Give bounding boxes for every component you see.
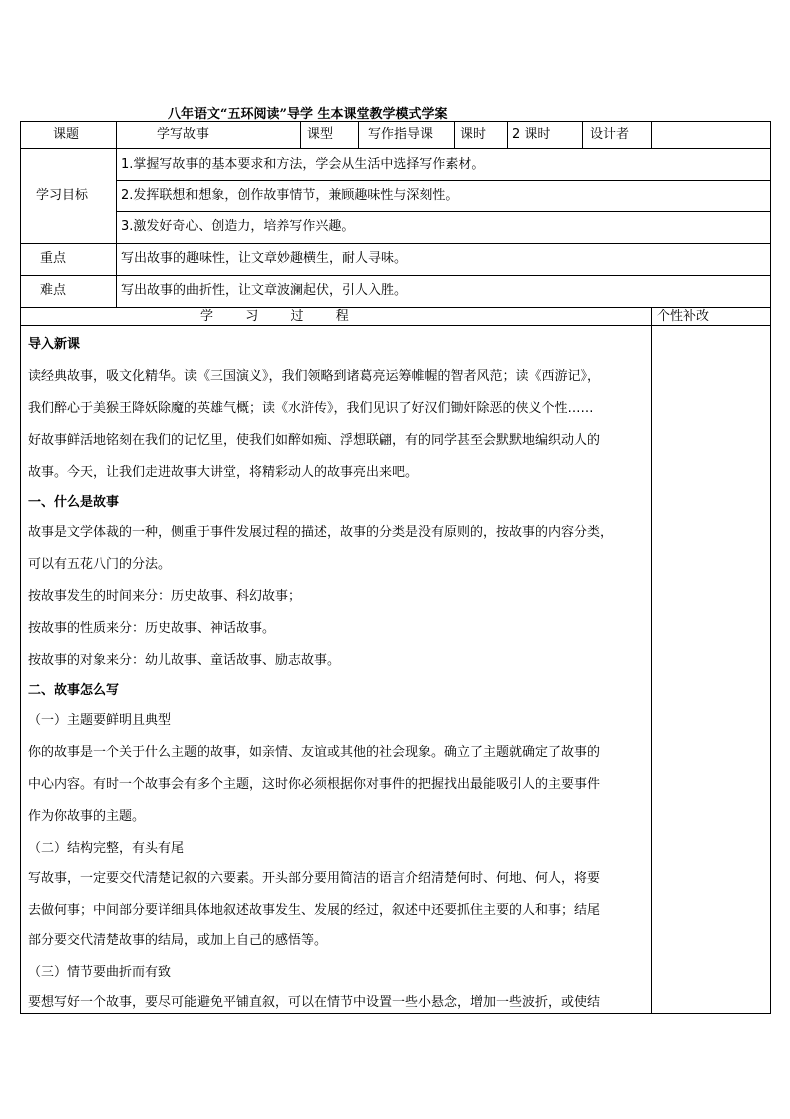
goal-divider [116, 180, 771, 181]
row-divider [20, 275, 771, 276]
hours-value: 2 课时 [512, 127, 551, 142]
row-divider [20, 325, 771, 326]
body-line: 按故事的性质来分：历史故事、神话故事。 [28, 621, 276, 636]
row-divider [20, 148, 771, 149]
personal-header: 个性补改 [657, 309, 710, 324]
body-line: 中心内容。有时一个故事会有多个主题，这时你必须根据你对事件的把握找出最能吸引人的主要事件 [28, 777, 601, 792]
section-heading: 导入新课 [28, 337, 81, 352]
col-divider [507, 121, 508, 148]
col-divider [454, 121, 455, 148]
body-line: 故事是文学体裁的一种，侧重于事件发展过程的描述，故事的分类是没有原则的，按故事的内容分类， [28, 525, 614, 540]
topic-value: 学写故事 [157, 127, 210, 142]
goal-item: 2.发挥联想和想象，创作故事情节，兼顾趣味性与深刻性。 [121, 188, 459, 203]
difficulty-label: 难点 [40, 283, 67, 298]
col-divider [116, 121, 117, 307]
body-line: 可以有五花八门的分法。 [28, 557, 172, 572]
col-divider [358, 121, 359, 148]
section-heading: 二、故事怎么写 [28, 683, 120, 698]
body-line: 我们醉心于美猴王降妖除魔的英雄气概；读《水浒传》，我们见识了好汉们锄奸除恶的侠义个性…… [28, 401, 594, 416]
body-line: 按故事发生的时间来分：历史故事、科幻故事； [28, 589, 302, 604]
key-point-text: 写出故事的趣味性，让文章妙趣横生，耐人寻味。 [121, 251, 408, 266]
topic-label: 课题 [53, 127, 80, 142]
body-line: 作为你故事的主题。 [28, 809, 146, 824]
row-divider [20, 243, 771, 244]
body-line: 按故事的对象来分：幼儿故事、童话故事、励志故事。 [28, 653, 341, 668]
row-divider [20, 307, 771, 308]
type-value: 写作指导课 [368, 127, 434, 142]
subheading: （一）主题要鲜明且典型 [28, 713, 172, 728]
goal-divider [116, 211, 771, 212]
hours-label: 课时 [460, 127, 487, 142]
goal-item: 3.激发好奇心、创造力，培养写作兴趣。 [121, 219, 355, 234]
col-divider [651, 307, 652, 1014]
key-point-label: 重点 [40, 251, 67, 266]
body-line: 去做何事；中间部分要详细具体地叙述故事发生、发展的经过，叙述中还要抓住主要的人和事；结尾 [28, 903, 601, 918]
type-label: 课型 [307, 127, 334, 142]
difficulty-text: 写出故事的曲折性，让文章波澜起伏，引人入胜。 [121, 283, 408, 298]
goal-item: 1.掌握写故事的基本要求和方法，学会从生活中选择写作素材。 [121, 157, 485, 172]
body-line: 要想写好一个故事，要尽可能避免平铺直叙，可以在情节中设置一些小悬念，增加一些波折，或使结 [28, 995, 601, 1010]
body-line: 故事。今天，让我们走进故事大讲堂，将精彩动人的故事亮出来吧。 [28, 465, 419, 480]
body-line: 好故事鲜活地铭刻在我们的记忆里，使我们如醉如痴、浮想联翩，有的同学甚至会默默地编织动人的 [28, 433, 601, 448]
col-divider [651, 121, 652, 148]
subheading: （二）结构完整，有头有尾 [28, 841, 185, 856]
body-line: 读经典故事，吸文化精华。读《三国演义》，我们领略到诸葛亮运筹帷幄的智者风范；读《西游记》， [28, 369, 601, 384]
process-header: 学 习 过 程 [200, 309, 349, 324]
subheading: （三）情节要曲折而有致 [28, 965, 172, 980]
document-title: 八年语文“五环阅读”导学 生本课堂教学模式学案 [168, 107, 448, 122]
goals-label: 学习目标 [36, 188, 89, 203]
body-line: 部分要交代清楚故事的结局，或加上自己的感悟等。 [28, 933, 328, 948]
col-divider [300, 121, 301, 148]
section-heading: 一、什么是故事 [28, 495, 120, 510]
body-line: 写故事，一定要交代清楚记叙的六要素。开头部分要用简洁的语言介绍清楚何时、何地、何人，将要 [28, 871, 601, 886]
body-line: 你的故事是一个关于什么主题的故事，如亲情、友谊或其他的社会现象。确立了主题就确定了故事的 [28, 745, 601, 760]
designer-label: 设计者 [590, 127, 630, 142]
col-divider [582, 121, 583, 148]
